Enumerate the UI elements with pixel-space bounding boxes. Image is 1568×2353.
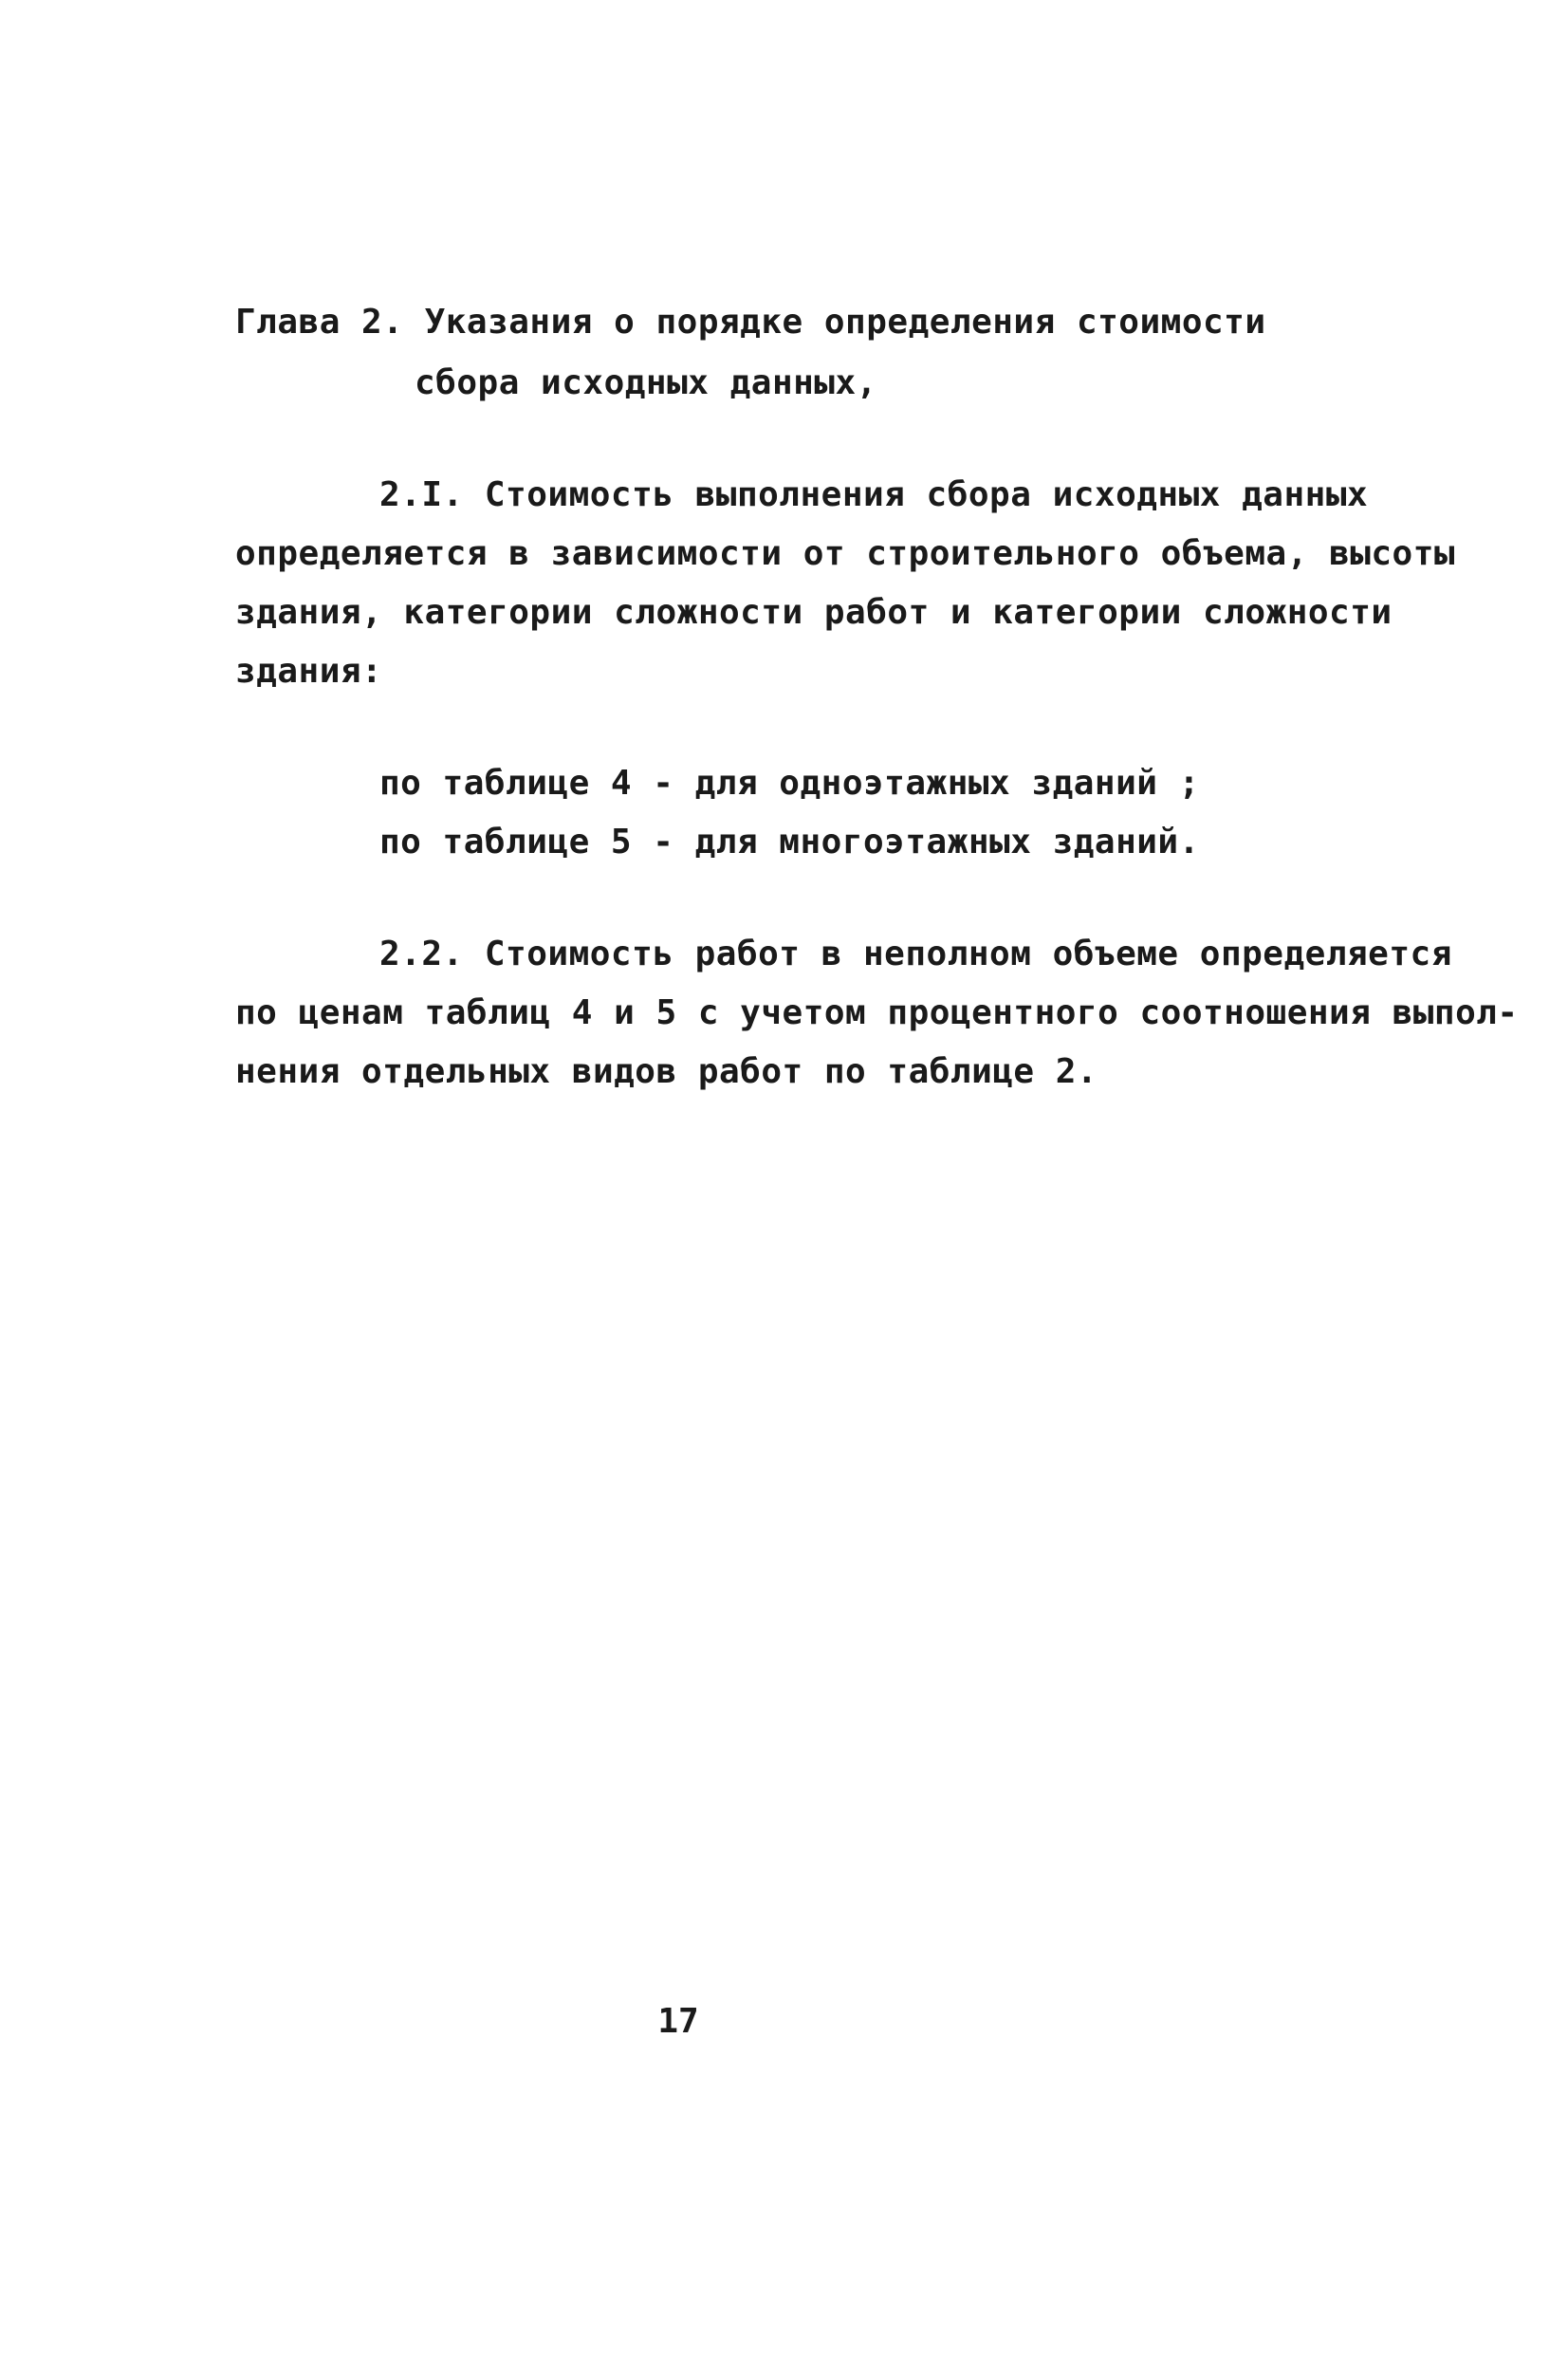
section-2-2-line-2: по ценам таблиц 4 и 5 с учетом процентного соотношения выпол- (235, 993, 1519, 1032)
table-ref-item-2: по таблице 5 - для многоэтажных зданий. (379, 823, 1200, 862)
chapter-title-line-1: Глава 2. Указания о порядке определения стоимости (235, 303, 1266, 342)
section-2-1-line-2: определяется в зависимости от строительного объема, высоты (235, 534, 1456, 573)
chapter-title-line-2: сбора исходных данных, (415, 363, 877, 402)
table-ref-item-1: по таблице 4 - для одноэтажных зданий ; (379, 764, 1200, 803)
section-2-1-line-1: 2.I. Стоимость выполнения сбора исходных данных (379, 475, 1369, 514)
section-2-2-line-1: 2.2. Стоимость работ в неполном объеме определяется (379, 935, 1452, 973)
section-2-1-line-3: здания, категории сложности работ и категории сложности (235, 593, 1393, 632)
section-2-1-line-4: здания: (235, 652, 383, 691)
section-2-2-line-3: нения отдельных видов работ по таблице 2. (235, 1052, 1098, 1091)
page-number: 17 (657, 2002, 699, 2041)
